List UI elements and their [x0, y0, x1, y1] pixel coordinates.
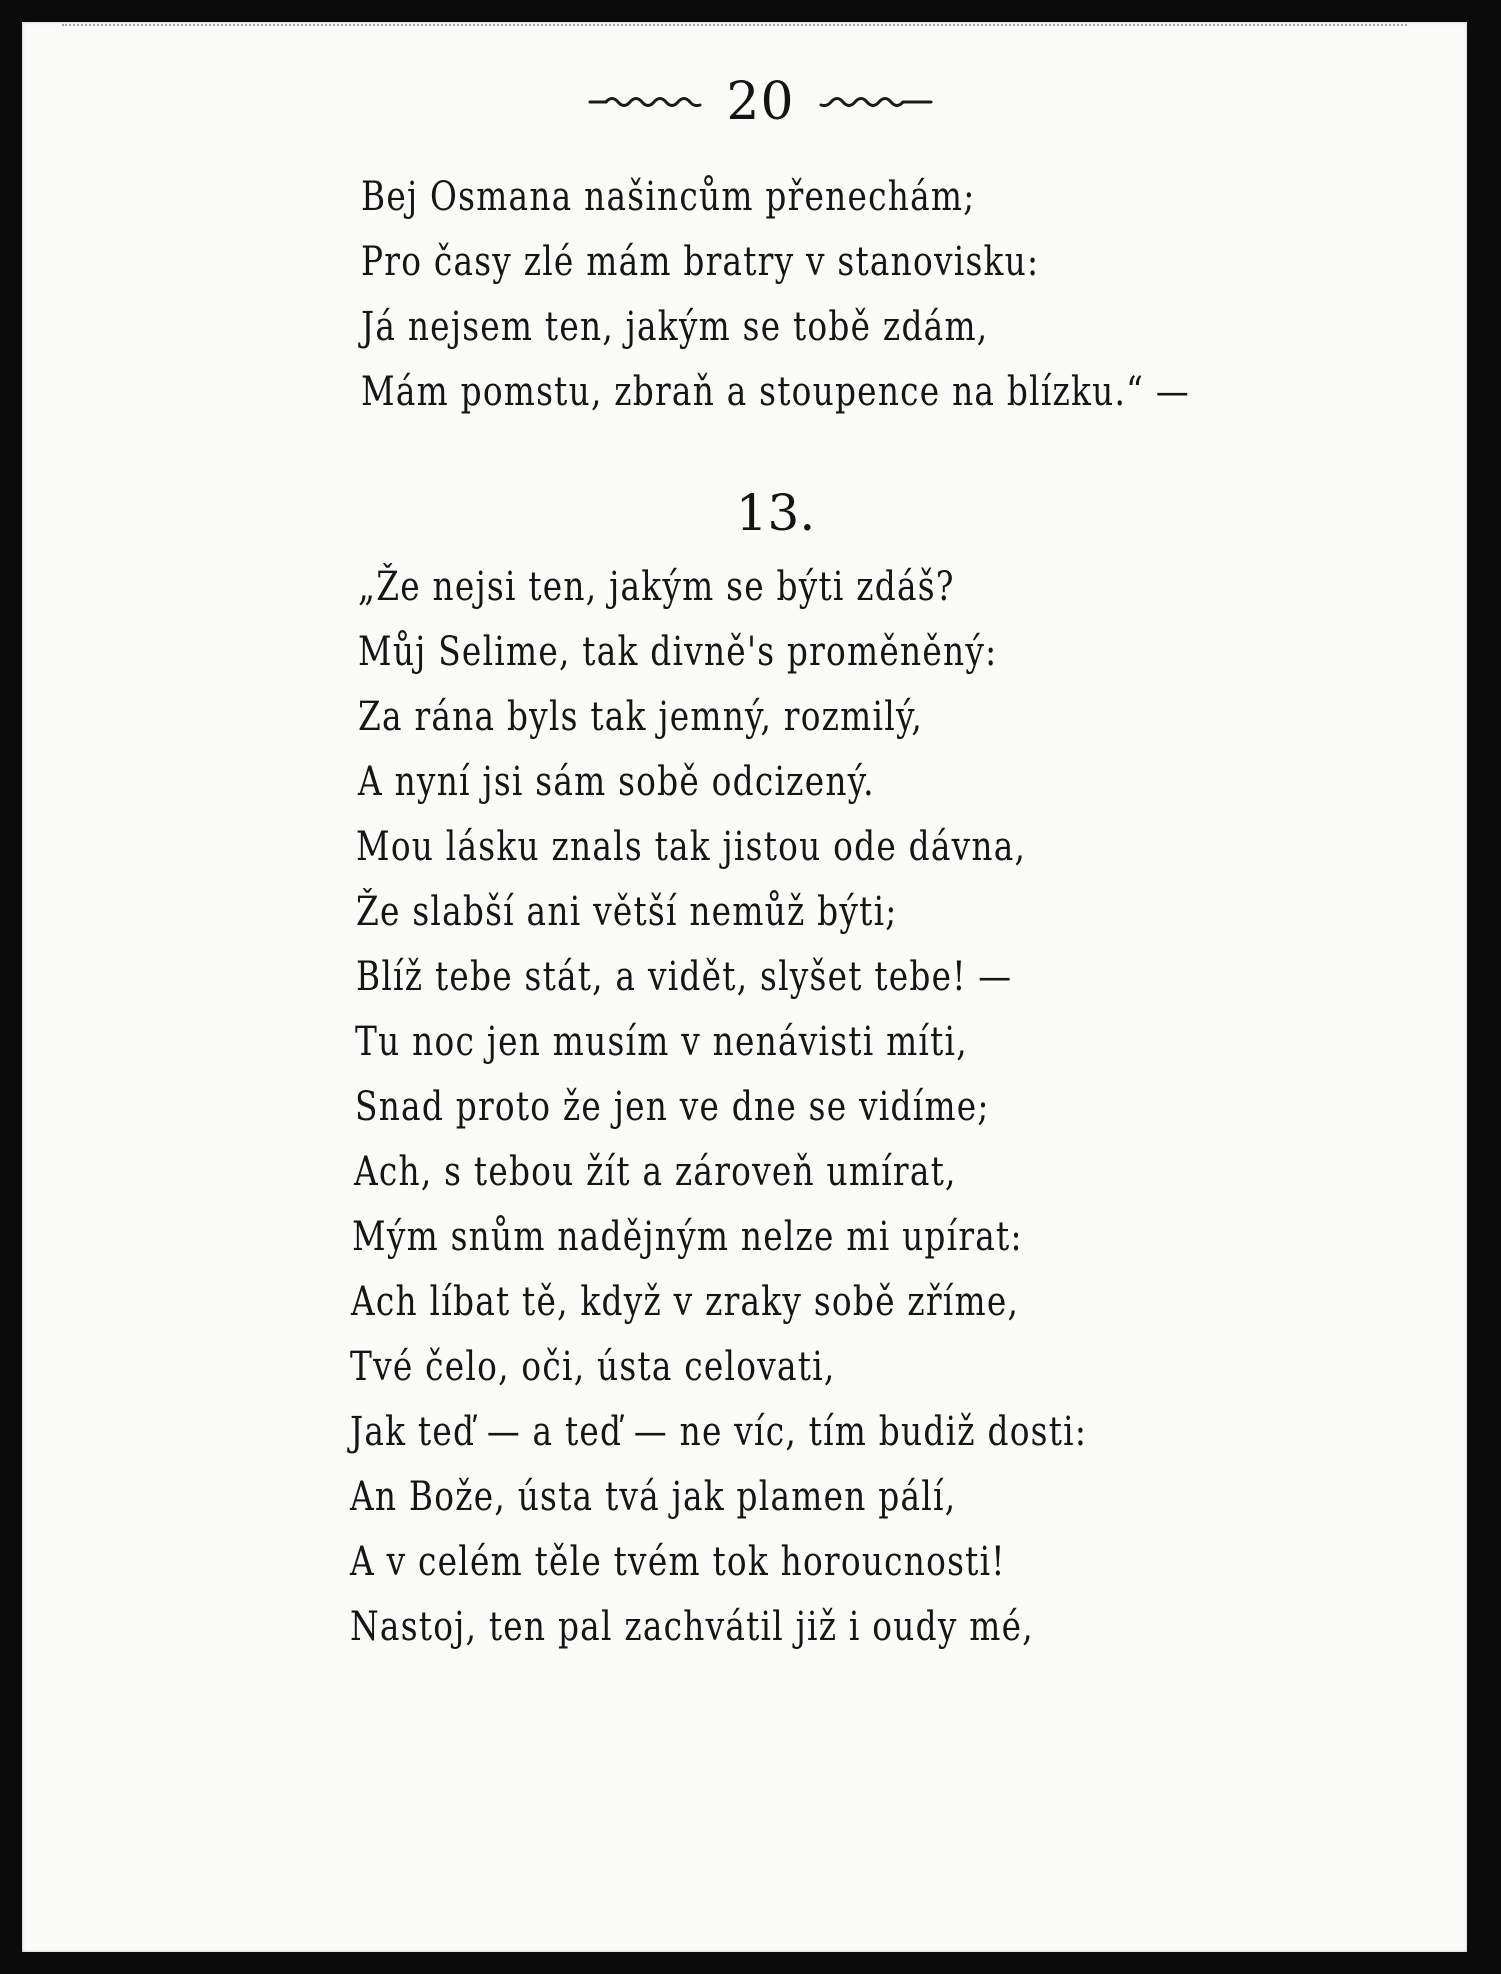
page-top-edge [62, 24, 1407, 30]
verse-line: Jak teď — a teď — ne víc, tím budiž dosti: [350, 1409, 1088, 1455]
stanza-number: 13. [735, 484, 816, 542]
verse-line: Tu noc jen musím v nenávisti míti, [355, 1019, 968, 1065]
verse-line: Bej Osmana našincům přenechám; [361, 174, 976, 220]
verse-line: Snad proto že jen ve dne se vidíme; [355, 1084, 990, 1130]
verse-line: Pro časy zlé mám bratry v stanovisku: [361, 239, 1040, 285]
verse-line: „Že nejsi ten, jakým se býti zdáš? [358, 564, 955, 610]
verse-line: Mám pomstu, zbraň a stoupence na blízku.“ — [361, 369, 1190, 415]
verse-line: An Bože, ústa tvá jak plamen pálí, [350, 1474, 957, 1520]
verse-line: Já nejsem ten, jakým se tobě zdám, [361, 304, 989, 350]
verse-line: A nyní jsi sám sobě odcizený. [358, 759, 875, 805]
verse-line: Nastoj, ten pal zachvátil již i oudy mé, [350, 1604, 1034, 1650]
left-ornament-icon [588, 87, 708, 117]
right-ornament-icon [813, 87, 933, 117]
page-header [0, 72, 1501, 132]
verse-line: Mou lásku znals tak jistou ode dávna, [356, 824, 1027, 870]
verse-line: Mým snům nadějným nelze mi upírat: [352, 1214, 1023, 1260]
verse-line: Za rána byls tak jemný, rozmilý, [358, 694, 924, 740]
verse-line: Tvé čelo, oči, ústa celovati, [350, 1344, 836, 1390]
verse-line: Můj Selime, tak divně's proměněný: [358, 629, 998, 675]
verse-line: Ach, s tebou žít a zároveň umírat, [354, 1149, 957, 1195]
verse-line: Blíž tebe stát, a vidět, slyšet tebe! — [356, 954, 1013, 1000]
verse-line: A v celém těle tvém tok horoucnosti! [350, 1539, 1006, 1585]
verse-line: Že slabší ani větší nemůž býti; [356, 889, 898, 935]
verse-line: Ach líbat tě, když v zraky sobě zříme, [351, 1279, 1020, 1325]
page-number: 20 [726, 72, 795, 132]
